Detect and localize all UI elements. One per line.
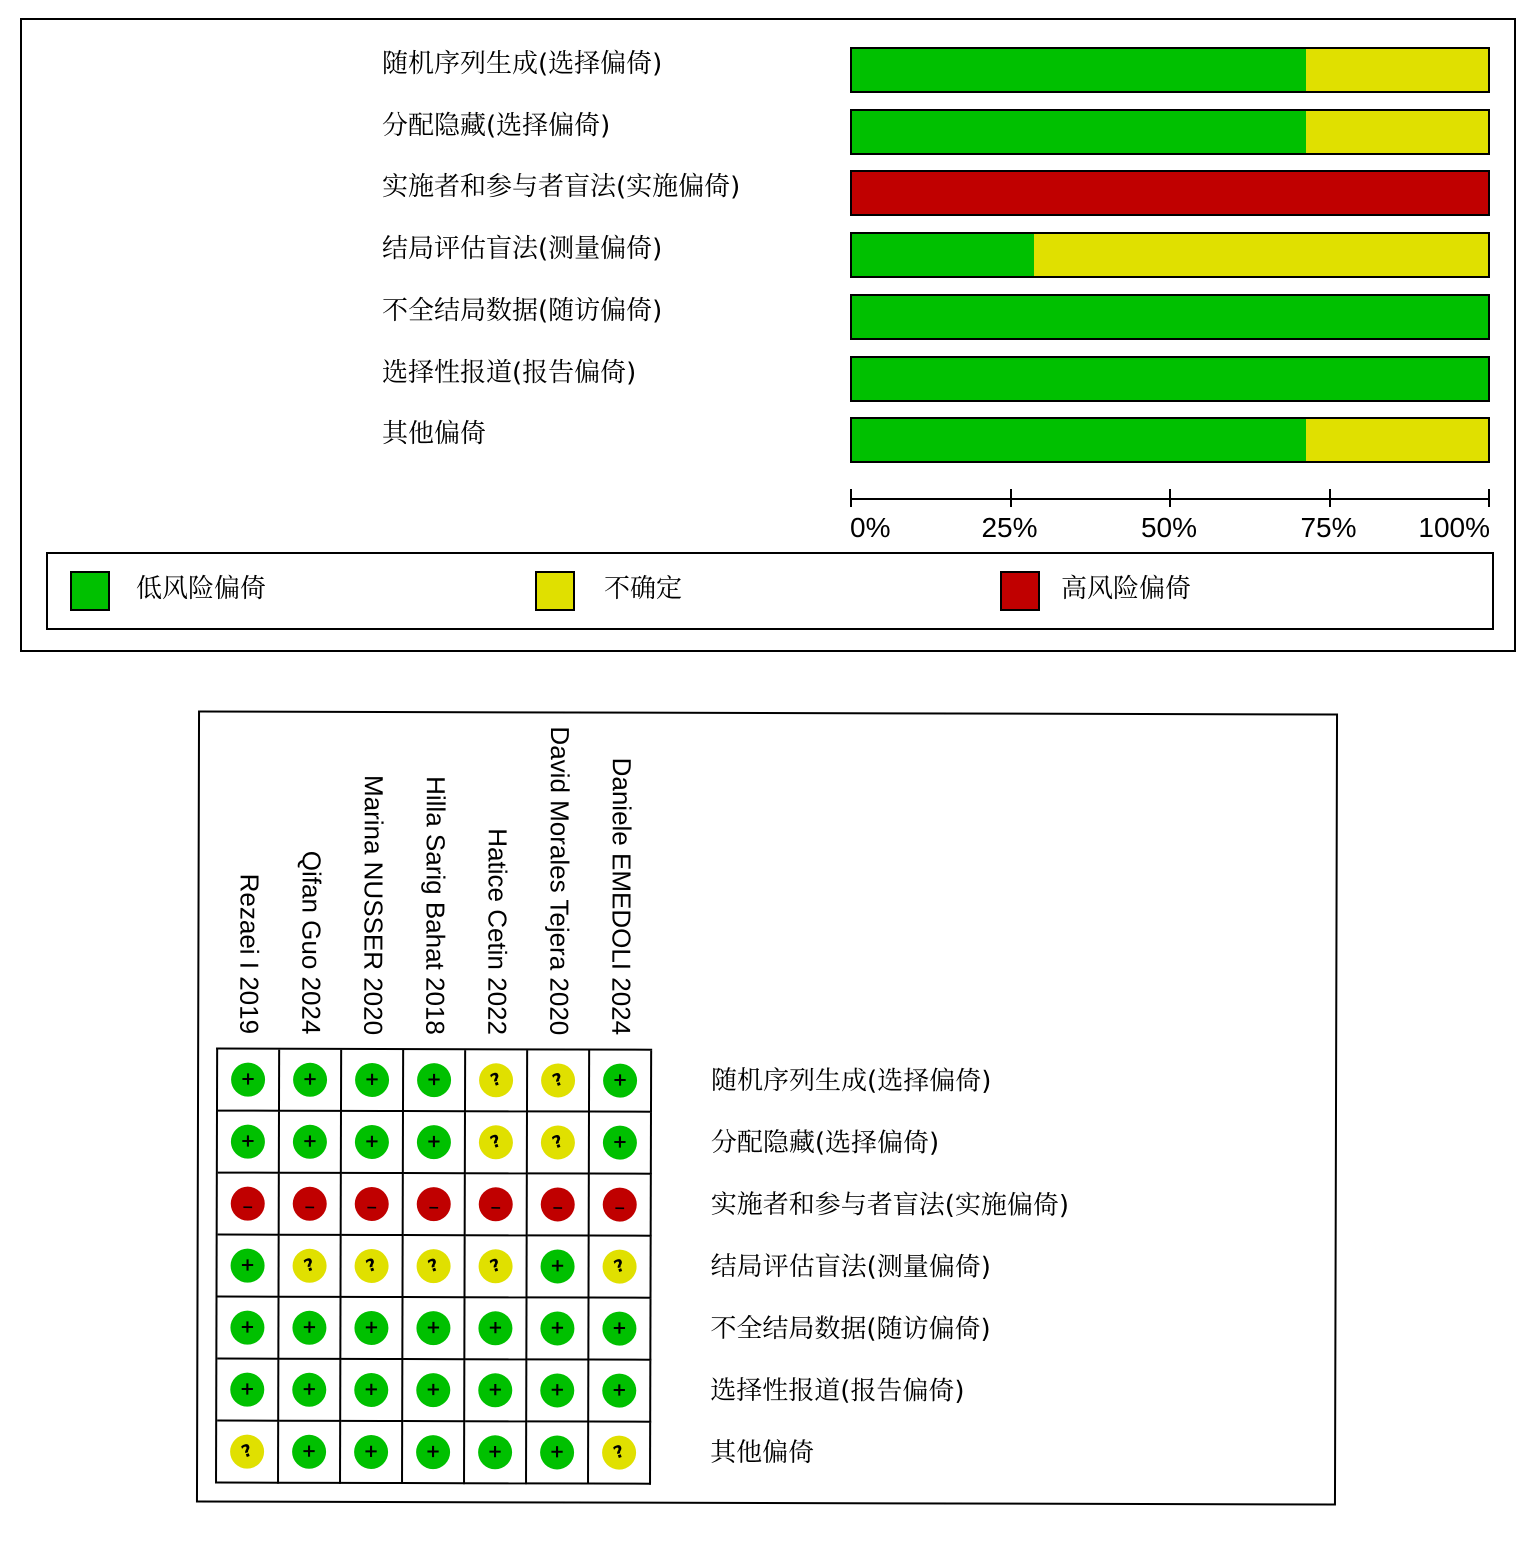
low-risk-dot — [292, 1311, 326, 1345]
bar-segment — [852, 111, 1306, 153]
bar-segment — [1306, 49, 1488, 91]
judgement-symbol: + — [425, 1379, 441, 1401]
domain-label: 其他偏倚 — [710, 1437, 815, 1469]
judgement-cell — [342, 1050, 404, 1112]
judgement-cell — [528, 1050, 590, 1112]
judgement-cell — [590, 1113, 652, 1175]
judgement-cell — [341, 1360, 403, 1422]
domain-label: 随机序列生成(选择偏倚) — [711, 1065, 992, 1097]
judgement-cell — [466, 1112, 528, 1174]
judgement-cell — [218, 1236, 280, 1298]
judgement-cell — [403, 1360, 465, 1422]
bar-row — [850, 109, 1490, 155]
unclear-risk-dot — [355, 1249, 389, 1283]
judgement-cell — [590, 1175, 652, 1237]
judgement-cell — [341, 1298, 403, 1360]
judgement-symbol: + — [426, 1069, 442, 1091]
low-risk-dot — [416, 1311, 450, 1345]
judgement-symbol: ? — [301, 1254, 318, 1277]
judgement-cell — [218, 1174, 280, 1236]
judgement-cell — [527, 1298, 589, 1360]
judgement-symbol: + — [549, 1379, 565, 1401]
low-risk-dot — [541, 1249, 575, 1283]
judgement-symbol: + — [301, 1440, 317, 1462]
low-risk-dot — [354, 1435, 388, 1469]
judgement-cell — [528, 1236, 590, 1298]
legend-label-unclear: 不确定 — [604, 574, 683, 604]
table-row — [217, 1422, 651, 1485]
judgement-cell — [527, 1422, 589, 1484]
low-risk-dot — [230, 1373, 264, 1407]
judgement-cell — [403, 1298, 465, 1360]
low-risk-dot — [602, 1312, 636, 1346]
judgement-symbol: + — [240, 1254, 256, 1276]
risk-of-bias-traffic-light-table — [196, 711, 1338, 1506]
judgement-cell — [465, 1360, 527, 1422]
x-axis-tick-label: 75% — [1300, 512, 1357, 543]
judgement-cell — [403, 1422, 465, 1484]
judgement-symbol: − — [303, 1199, 316, 1216]
judgement-symbol: − — [613, 1200, 626, 1217]
judgement-symbol: + — [302, 1130, 318, 1152]
judgement-symbol: + — [487, 1317, 503, 1339]
low-risk-dot — [231, 1125, 265, 1159]
legend-swatch-high — [1000, 571, 1040, 611]
high-risk-dot — [603, 1188, 637, 1222]
judgement-symbol: ? — [487, 1131, 504, 1154]
judgement-cell — [217, 1422, 279, 1484]
judgement-symbol: + — [240, 1068, 256, 1090]
unclear-risk-dot — [479, 1249, 513, 1283]
judgement-cell — [404, 1112, 466, 1174]
judgement-grid — [215, 1048, 652, 1485]
judgement-symbol: ? — [549, 1131, 566, 1154]
judgement-symbol: + — [487, 1441, 503, 1463]
legend-label-high: 高风险偏倚 — [1061, 574, 1192, 604]
judgement-symbol: + — [487, 1379, 503, 1401]
unclear-risk-dot — [230, 1435, 264, 1469]
domain-label: 实施者和参与者盲法(实施偏倚) — [710, 1189, 1070, 1221]
study-label: Hatice Cetin 2022 — [482, 828, 513, 1036]
judgement-symbol: + — [301, 1378, 317, 1400]
judgement-symbol: − — [551, 1200, 564, 1217]
low-risk-dot — [602, 1374, 636, 1408]
table-row — [217, 1360, 651, 1423]
bar-segment — [852, 358, 1488, 400]
low-risk-dot — [540, 1373, 574, 1407]
x-axis-tick — [1329, 489, 1331, 507]
domain-label: 其他偏倚 — [382, 419, 487, 450]
bar-segment — [852, 296, 1488, 338]
low-risk-dot — [354, 1373, 388, 1407]
judgement-symbol: + — [363, 1378, 379, 1400]
judgement-cell — [404, 1174, 466, 1236]
study-label: Qifan Guo 2024 — [296, 851, 327, 1035]
judgement-cell — [342, 1236, 404, 1298]
unclear-risk-dot — [602, 1436, 636, 1470]
domain-label: 不全结局数据(随访偏倚) — [382, 295, 663, 326]
judgement-cell — [465, 1298, 527, 1360]
unclear-risk-dot — [479, 1063, 513, 1097]
judgement-symbol: + — [364, 1068, 380, 1090]
judgement-cell — [217, 1298, 279, 1360]
domain-label: 结局评估盲法(测量偏倚) — [382, 234, 663, 265]
low-risk-dot — [231, 1249, 265, 1283]
low-risk-dot — [603, 1064, 637, 1098]
study-label: Hilla Sarig Bahat 2018 — [420, 776, 451, 1036]
table-row — [218, 1174, 652, 1237]
domain-label: 选择性报道(报告偏倚) — [710, 1375, 965, 1407]
legend-swatch-unclear — [535, 571, 575, 611]
high-risk-dot — [231, 1187, 265, 1221]
judgement-symbol: + — [611, 1317, 627, 1339]
legend-label-low: 低风险偏倚 — [136, 574, 267, 604]
low-risk-dot — [416, 1435, 450, 1469]
judgement-symbol: − — [489, 1200, 502, 1217]
judgement-cell — [590, 1051, 652, 1113]
low-risk-dot — [355, 1125, 389, 1159]
x-axis-tick-label: 100% — [1418, 512, 1490, 543]
domain-label: 选择性报道(报告偏倚) — [382, 357, 637, 388]
unclear-risk-dot — [541, 1063, 575, 1097]
judgement-symbol: + — [239, 1316, 255, 1338]
judgement-cell — [279, 1298, 341, 1360]
judgement-symbol: + — [301, 1316, 317, 1338]
unclear-risk-dot — [417, 1249, 451, 1283]
bar-segment — [1306, 419, 1488, 461]
low-risk-dot — [292, 1373, 326, 1407]
bar-segment — [852, 234, 1034, 276]
judgement-symbol: ? — [363, 1254, 380, 1278]
low-risk-dot — [293, 1063, 327, 1097]
domain-label: 分配隐藏(选择偏倚) — [710, 1127, 940, 1159]
judgement-symbol: ? — [487, 1255, 504, 1278]
judgement-symbol: ? — [550, 1069, 567, 1092]
legend-swatch-low — [70, 571, 110, 611]
judgement-symbol: + — [611, 1379, 627, 1401]
judgement-symbol: + — [363, 1316, 379, 1338]
x-axis-tick — [850, 489, 852, 507]
judgement-symbol: + — [549, 1441, 565, 1463]
low-risk-dot — [416, 1373, 450, 1407]
study-label: David Morales Tejera 2020 — [544, 726, 575, 1036]
judgement-symbol: ? — [611, 1441, 628, 1464]
low-risk-dot — [231, 1063, 265, 1097]
high-risk-dot — [541, 1187, 575, 1221]
unclear-risk-dot — [293, 1249, 327, 1283]
judgement-symbol: − — [427, 1200, 440, 1217]
judgement-symbol: − — [365, 1199, 378, 1216]
bar-row — [850, 417, 1490, 463]
high-risk-dot — [355, 1187, 389, 1221]
judgement-symbol: + — [549, 1317, 565, 1339]
unclear-risk-dot — [479, 1125, 513, 1159]
high-risk-dot — [293, 1187, 327, 1221]
domain-label: 分配隐藏(选择偏倚) — [382, 110, 611, 141]
bar-segment — [852, 172, 1488, 214]
judgement-cell — [342, 1112, 404, 1174]
bar-segment — [852, 419, 1306, 461]
bar-row — [850, 170, 1490, 216]
judgement-cell — [466, 1174, 528, 1236]
table-row — [217, 1298, 651, 1361]
study-label: Rezaei I 2019 — [234, 874, 265, 1035]
judgement-cell — [589, 1361, 651, 1423]
bar-row — [850, 356, 1490, 402]
judgement-symbol: + — [426, 1131, 442, 1153]
judgement-cell — [528, 1174, 590, 1236]
judgement-cell — [527, 1360, 589, 1422]
judgement-symbol: ? — [611, 1255, 628, 1278]
judgement-symbol: + — [363, 1440, 379, 1462]
judgement-cell — [280, 1112, 342, 1174]
judgement-cell — [218, 1112, 280, 1174]
low-risk-dot — [540, 1311, 574, 1345]
low-risk-dot — [417, 1063, 451, 1097]
judgement-cell — [280, 1174, 342, 1236]
domain-label: 不全结局数据(随访偏倚) — [710, 1313, 991, 1345]
judgement-symbol: + — [302, 1068, 318, 1090]
judgement-cell — [279, 1360, 341, 1422]
bar-segment — [1306, 111, 1488, 153]
judgement-symbol: ? — [425, 1255, 442, 1278]
judgement-cell — [465, 1422, 527, 1484]
judgement-symbol: + — [240, 1130, 256, 1152]
judgement-cell — [280, 1236, 342, 1298]
judgement-cell — [466, 1236, 528, 1298]
judgement-cell — [341, 1422, 403, 1484]
legend — [46, 552, 1494, 630]
table-row — [218, 1236, 652, 1299]
bar-segment — [852, 49, 1306, 91]
judgement-symbol: ? — [239, 1440, 256, 1463]
low-risk-dot — [354, 1311, 388, 1345]
high-risk-dot — [479, 1187, 513, 1221]
table-row — [218, 1112, 652, 1175]
judgement-symbol: ? — [488, 1069, 505, 1092]
judgement-cell — [404, 1050, 466, 1112]
unclear-risk-dot — [603, 1250, 637, 1284]
judgement-symbol: + — [550, 1255, 566, 1277]
judgement-cell — [342, 1174, 404, 1236]
judgement-cell — [280, 1050, 342, 1112]
judgement-symbol: + — [425, 1441, 441, 1463]
low-risk-dot — [478, 1435, 512, 1469]
judgement-cell — [589, 1299, 651, 1361]
judgement-symbol: + — [425, 1317, 441, 1339]
judgement-cell — [279, 1422, 341, 1484]
x-axis-tick — [1169, 489, 1171, 507]
x-axis-tick-label: 25% — [981, 512, 1038, 543]
low-risk-dot — [292, 1435, 326, 1469]
bar-segment — [1034, 234, 1488, 276]
x-axis-tick — [1010, 489, 1012, 507]
high-risk-dot — [417, 1187, 451, 1221]
x-axis-tick — [1488, 489, 1490, 507]
bar-row — [850, 47, 1490, 93]
risk-of-bias-summary-chart — [20, 18, 1516, 652]
low-risk-dot — [417, 1125, 451, 1159]
low-risk-dot — [478, 1373, 512, 1407]
judgement-cell — [466, 1050, 528, 1112]
bar-row — [850, 232, 1490, 278]
low-risk-dot — [540, 1435, 574, 1469]
low-risk-dot — [230, 1311, 264, 1345]
judgement-cell — [404, 1236, 466, 1298]
study-labels — [200, 713, 1336, 1036]
judgement-symbol: + — [239, 1378, 255, 1400]
domain-label: 结局评估盲法(测量偏倚) — [710, 1251, 991, 1283]
judgement-cell — [590, 1237, 652, 1299]
x-axis-tick-label: 50% — [1140, 512, 1198, 543]
judgement-symbol: + — [612, 1069, 628, 1091]
low-risk-dot — [603, 1126, 637, 1160]
judgement-cell — [589, 1423, 651, 1485]
low-risk-dot — [478, 1311, 512, 1345]
x-axis-tick-label: 0% — [850, 512, 891, 543]
judgement-symbol: + — [364, 1130, 380, 1152]
table-row — [218, 1050, 652, 1113]
judgement-symbol: − — [241, 1199, 254, 1216]
domain-label: 实施者和参与者盲法(实施偏倚) — [382, 172, 741, 203]
judgement-cell — [217, 1360, 279, 1422]
unclear-risk-dot — [541, 1125, 575, 1159]
study-label: Daniele EMEDOLI 2024 — [606, 758, 637, 1036]
judgement-cell — [218, 1050, 280, 1112]
study-label: Marina NUSSER 2020 — [358, 774, 389, 1035]
judgement-cell — [528, 1112, 590, 1174]
bar-row — [850, 294, 1490, 340]
judgement-symbol: + — [612, 1131, 628, 1153]
low-risk-dot — [355, 1063, 389, 1097]
domain-label: 随机序列生成(选择偏倚) — [382, 49, 663, 79]
low-risk-dot — [293, 1125, 327, 1159]
